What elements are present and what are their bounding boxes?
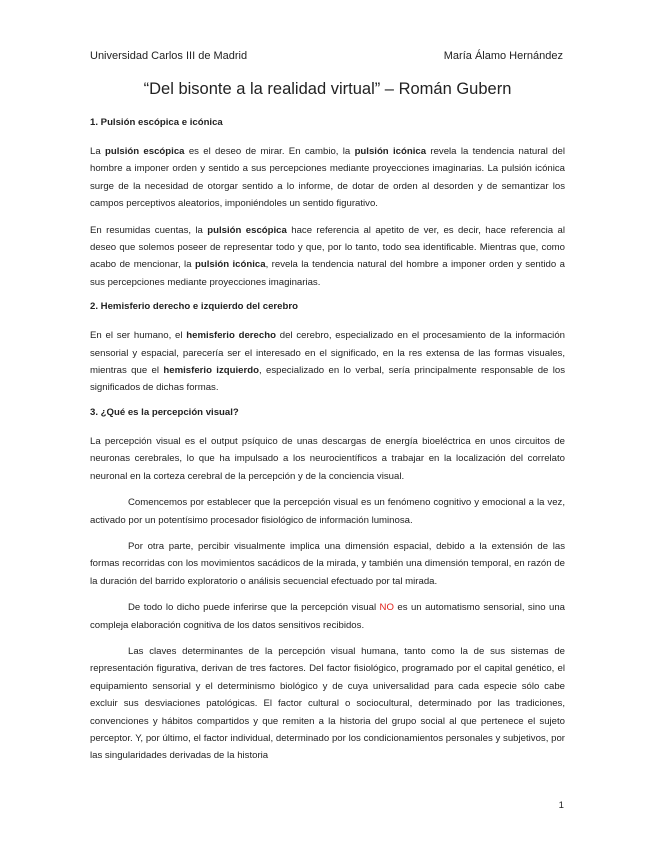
- section-3-heading: 3. ¿Qué es la percepción visual?: [90, 406, 239, 418]
- header-university: Universidad Carlos III de Madrid: [90, 50, 248, 62]
- section-1-heading: 1. Pulsión escópica e icónica: [90, 117, 223, 128]
- section-2-paragraph-1: En el ser humano, el hemisferio derecho del cerebro, especializado en el procesamiento de la información sensorial y espacial, parecería ser el interesado en el significado, en la res extensa de las formas visuales, mientras que el hemisferio izquierdo, especializado en lo verbal, sería principalmente responsable de los significados de dichas formas.: [90, 330, 566, 394]
- section-3-paragraph-3: Por otra parte, percibir visualmente implica una dimensión espacial, debido a la extensión de las formas recorridas con los movimientos sacádicos de la mirada, y también una dimensión temporal, en razón de la duración del barrido exploratorio o análisis secuencial efectuado por tal mirada.: [90, 540, 565, 587]
- page-number: 1: [558, 800, 564, 811]
- section-3-paragraph-4: De todo lo dicho puede inferirse que la percepción visual NO es un automatismo sensorial, sino una compleja elaboración cognitiva de los datos sensitivos recibidos.: [90, 602, 565, 631]
- section-1-paragraph-1: La pulsión escópica es el deseo de mirar. En cambio, la pulsión icónica revela la tendencia natural del hombre a imponer orden y sentido a sus percepciones mediante proyecciones imaginarias. La pulsión icónica surge de la necesidad de otorgar sentido a lo informe, de dotar de orden al desorden y de semantizar los campos perceptivos aleatorios, imponiéndoles un sentido figurativo.: [90, 146, 565, 210]
- section-1-paragraph-2: En resumidas cuentas, la pulsión escópica hace referencia al apetito de ver, es decir, hace referencia al deseo que solemos poseer de representar todo y que, por lo tanto, todo sea identificable. Mientras que, como acabo de mencionar, la pulsión icónica, revela la tendencia natural del hombre a imponer orden y sentido a sus percepciones mediante proyecciones imaginarias.: [90, 224, 565, 288]
- document-body: [90, 116, 565, 774]
- document-title: “Del bisonte a la realidad virtual” – Román Gubern: [143, 80, 512, 98]
- emphasis-no: NO: [379, 602, 394, 614]
- header-author: María Álamo Hernández: [443, 50, 563, 62]
- section-2-heading: 2. Hemisferio derecho e izquierdo del cerebro: [90, 301, 298, 313]
- section-3-paragraph-2: Comencemos por establecer que la percepción visual es un fenómeno cognitivo y emocional a la vez, activado por un potentísimo procesador fisiológico de información luminosa.: [90, 497, 565, 526]
- section-3-paragraph-1: La percepción visual es el output psíquico de unas descargas de energía bioeléctrica en unos circuitos de neuronas cerebrales, lo que ha impulsado a los neurocientíficos a trabajar en la localización del correlato neuronal en la corteza cerebral de la percepción y de la conciencia visual.: [90, 435, 565, 482]
- section-3-paragraph-5: Las claves determinantes de la percepción visual humana, tanto como la de sus sistemas de representación figurativa, derivan de tres factores. Del factor fisiológico, programado por el capital genético, el equipamiento sensorial y el determinismo biológico y de cuya universalidad para cada especie sólo cabe excluir sus desviaciones patológicas. El factor cultural o sociocultural, determinado por las tradiciones, convenciones y hábitos compartidos y que remiten a la historia del grupo social al que pertenece el sujeto perceptor. Y, por último, el factor individual, determinado por los condicionamientos personales y subjetivos, por las singularidades derivadas de la historia: [90, 645, 565, 762]
